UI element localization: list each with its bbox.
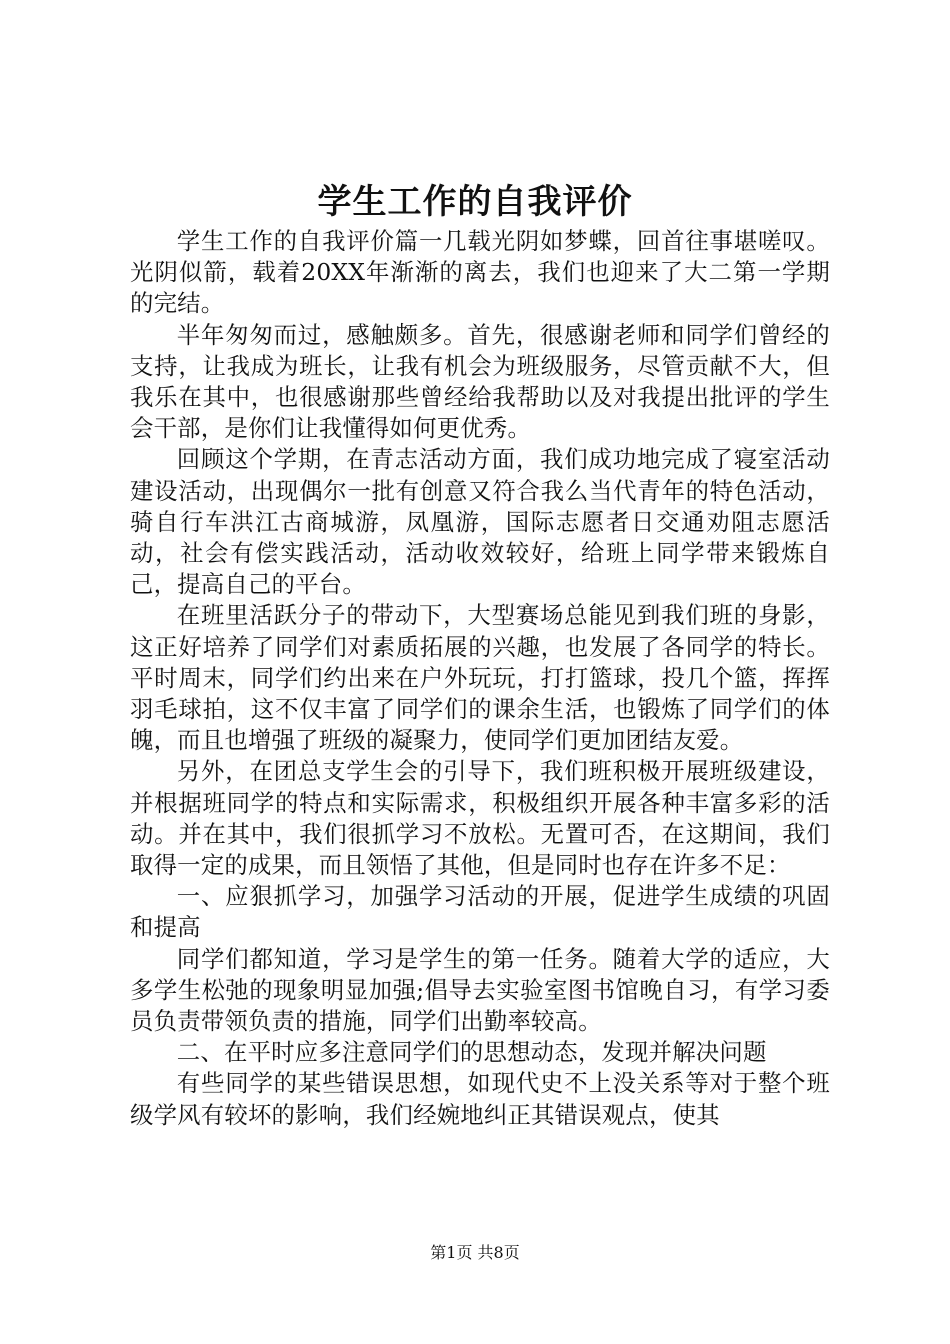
section-heading-study: 一、应狠抓学习，加强学习活动的开展，促进学生成绩的巩固和提高 xyxy=(130,882,830,942)
document-body xyxy=(130,226,830,1131)
paragraph-review: 回顾这个学期，在青志活动方面，我们成功地完成了寝室活动建设活动，出现偶尔一批有创意又符合我么当代青年的特色活动，骑自行车洪江古商城游，凤凰游，国际志愿者日交通劝阻志愿活动，社会有偿实践活动，活动收效较好，给班上同学带来锻炼自己，提高自己的平台。 xyxy=(130,445,830,599)
paragraph-study: 同学们都知道，学习是学生的第一任务。随着大学的适应，大多学生松弛的现象明显加强;倡导去实验室图书馆晚自习，有学习委员负责带领负责的措施，同学们出勤率较高。 xyxy=(130,944,830,1036)
paragraph-activities: 在班里活跃分子的带动下，大型赛场总能见到我们班的身影，这正好培养了同学们对素质拓展的兴趣，也发展了各同学的特长。平时周末，同学们约出来在户外玩玩，打打篮球，投几个篮，挥挥羽毛球拍，这不仅丰富了同学们的课余生活，也锻炼了同学们的体魄，而且也增强了班级的凝聚力，使同学们更加团结友爱。 xyxy=(130,601,830,755)
paragraph-intro: 学生工作的自我评价篇一几载光阴如梦蝶，回首往事堪嗟叹。光阴似箭，载着20XX年渐渐的离去，我们也迎来了大二第一学期的完结。 xyxy=(130,227,830,318)
page-footer: 第1页 共8页 xyxy=(430,1243,520,1262)
paragraph-thoughts: 有些同学的某些错误思想，如现代史不上没关系等对于整个班级学风有较坏的影响，我们经婉地纠正其错误观点，使其 xyxy=(130,1069,830,1129)
page-title: 学生工作的自我评价 xyxy=(317,182,633,222)
paragraph-shortcomings: 另外，在团总支学生会的引导下，我们班积极开展班级建设，并根据班同学的特点和实际需求，积极组织开展各种丰富多彩的活动。并在其中，我们很抓学习不放松。无置可否，在这期间，我们取得一定的成果，而且领悟了其他，但是同时也存在许多不足： xyxy=(130,757,830,880)
section-heading-thoughts: 二、在平时应多注意同学们的思想动态，发现并解决问题 xyxy=(176,1038,767,1067)
paragraph-thanks: 半年匆匆而过，感触颇多。首先，很感谢老师和同学们曾经的支持，让我成为班长，让我有机会为班级服务，尽管贡献不大，但我乐在其中，也很感谢那些曾经给我帮助以及对我提出批评的学生会干部，是你们让我懂得如何更优秀。 xyxy=(130,320,830,443)
